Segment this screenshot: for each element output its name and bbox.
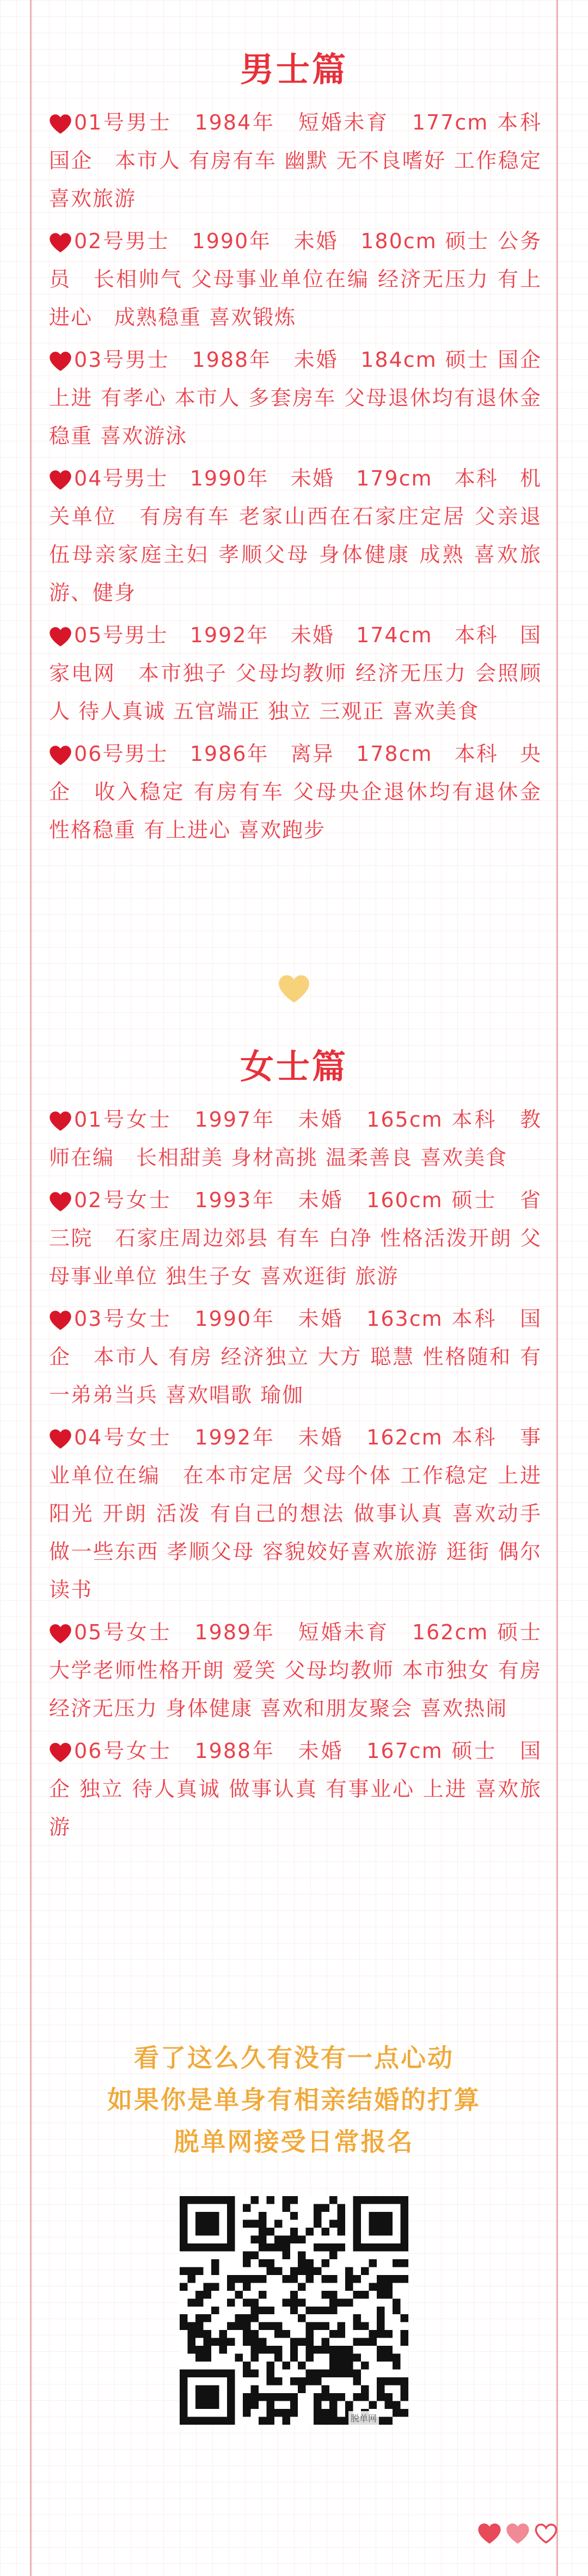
women-profile-text: 05号女士 1989年 短婚未育 162cm 硕士 大学老师性格开朗 爱笑 父母均教师 本市独女 有房 经济无压力 身体健康 喜欢和朋友聚会 喜欢热闹: [49, 1620, 564, 1720]
men-profile-text: 05号男士 1992年 未婚 174cm 本科 国家电网 本市独子 父母均教师 经济无压力 会照顾人 待人真诚 五官端正 独立 三观正 喜欢美食: [49, 623, 542, 723]
men-profile-item: [49, 341, 542, 455]
men-profile-text: 01号男士 1984年 短婚未育 177cm 本科 国企 本市人 有房有车 幽默 无不良嗜好 工作稳定 喜欢旅游: [49, 110, 564, 211]
women-profile-item: [49, 1101, 542, 1177]
heart-icon: [49, 1623, 72, 1645]
women-profile-item: [49, 1300, 542, 1414]
men-profile-text: 03号男士 1988年 未婚 184cm 硕士 国企 上进 有孝心 本市人 多套房车 父母退休均有退休金 稳重 喜欢游泳: [49, 348, 542, 448]
promo-line-3: 脱单网接受日常报名: [174, 2127, 414, 2156]
men-profile-item: [49, 459, 542, 612]
women-profile-item: [49, 1732, 542, 1846]
men-list: [49, 103, 564, 853]
women-profile-item: [49, 1613, 564, 1727]
women-profile-text: 02号女士 1993年 未婚 160cm 硕士 省三院 石家庄周边郊县 有车 白净 性格活泼开朗 父母事业单位 独生子女 喜欢逛街 旅游: [49, 1188, 542, 1288]
women-section-title: 女士篇: [240, 1047, 348, 1086]
promo-line-1: 看了这么久有没有一点心动: [134, 2043, 454, 2073]
women-profile-text: 04号女士 1992年 未婚 162cm 本科 事业单位在编 在本市定居 父母个体 工作稳定 上进 阳光 开朗 活泼 有自己的想法 做事认真 喜欢动手做一些东西 孝顺父母 容貌姣好喜欢旅游 逛街 偶尔读书: [49, 1425, 542, 1602]
qr-code-tag: 脱单网: [348, 2411, 379, 2425]
corner-hearts: [477, 2523, 558, 2544]
heart-icon: [49, 1428, 72, 1450]
men-profile-text: 02号男士 1990年 未婚 180cm 硕士 公务员 长相帅气 父母事业单位在编 经济无压力 有上进心 成熟稳重 喜欢锻炼: [49, 229, 542, 329]
heart-icon: [49, 232, 72, 254]
qr-code[interactable]: [180, 2196, 408, 2425]
heart-outline-icon: [534, 2523, 558, 2544]
men-profile-item: [49, 735, 542, 849]
heart-icon: [49, 1191, 72, 1213]
women-profile-text: 06号女士 1988年 未婚 167cm 硕士 国企 独立 待人真诚 做事认真 有事业心 上进 喜欢旅游: [49, 1739, 542, 1839]
women-list: [49, 1101, 564, 1850]
heart-icon: [49, 745, 72, 766]
heart-icon: [49, 626, 72, 648]
heart-icon: [49, 1110, 72, 1132]
heart-icon: [49, 113, 72, 135]
men-profile-text: 06号男士 1986年 离异 178cm 本科 央企 收入稳定 有房有车 父母央企退休均有退休金 性格稳重 有上进心 喜欢跑步: [49, 742, 542, 842]
women-profile-text: 03号女士 1990年 未婚 163cm 本科 国企 本市人 有房 经济独立 大方 聪慧 性格随和 有一弟弟当兵 喜欢唱歌 瑜伽: [49, 1307, 542, 1407]
men-profile-item: [49, 103, 564, 218]
right-border-line: [556, 0, 558, 2576]
women-profile-text: 01号女士 1997年 未婚 165cm 本科 教师在编 长相甜美 身材高挑 温柔善良 喜欢美食: [49, 1108, 542, 1170]
women-profile-item: [49, 1418, 542, 1609]
heart-icon: [49, 1309, 72, 1331]
heart-filled-icon: [477, 2523, 501, 2544]
left-border-line: [30, 0, 32, 2576]
promo-line-2: 如果你是单身有相亲结婚的打算: [107, 2085, 481, 2114]
men-profile-item: [49, 222, 542, 336]
men-profile-text: 04号男士 1990年 未婚 179cm 本科 机关单位 有房有车 老家山西在石家庄定居 父亲退伍母亲家庭主妇 孝顺父母 身体健康 成熟 喜欢旅游、健身: [49, 466, 542, 605]
divider-heart-icon: [278, 974, 310, 1004]
heart-icon: [49, 351, 72, 372]
women-profile-item: [49, 1181, 542, 1295]
heart-icon: [49, 469, 72, 491]
men-section-title: 男士篇: [240, 50, 348, 89]
heart-icon: [49, 1742, 72, 1763]
men-profile-item: [49, 616, 542, 730]
heart-filled-icon: [506, 2523, 530, 2544]
